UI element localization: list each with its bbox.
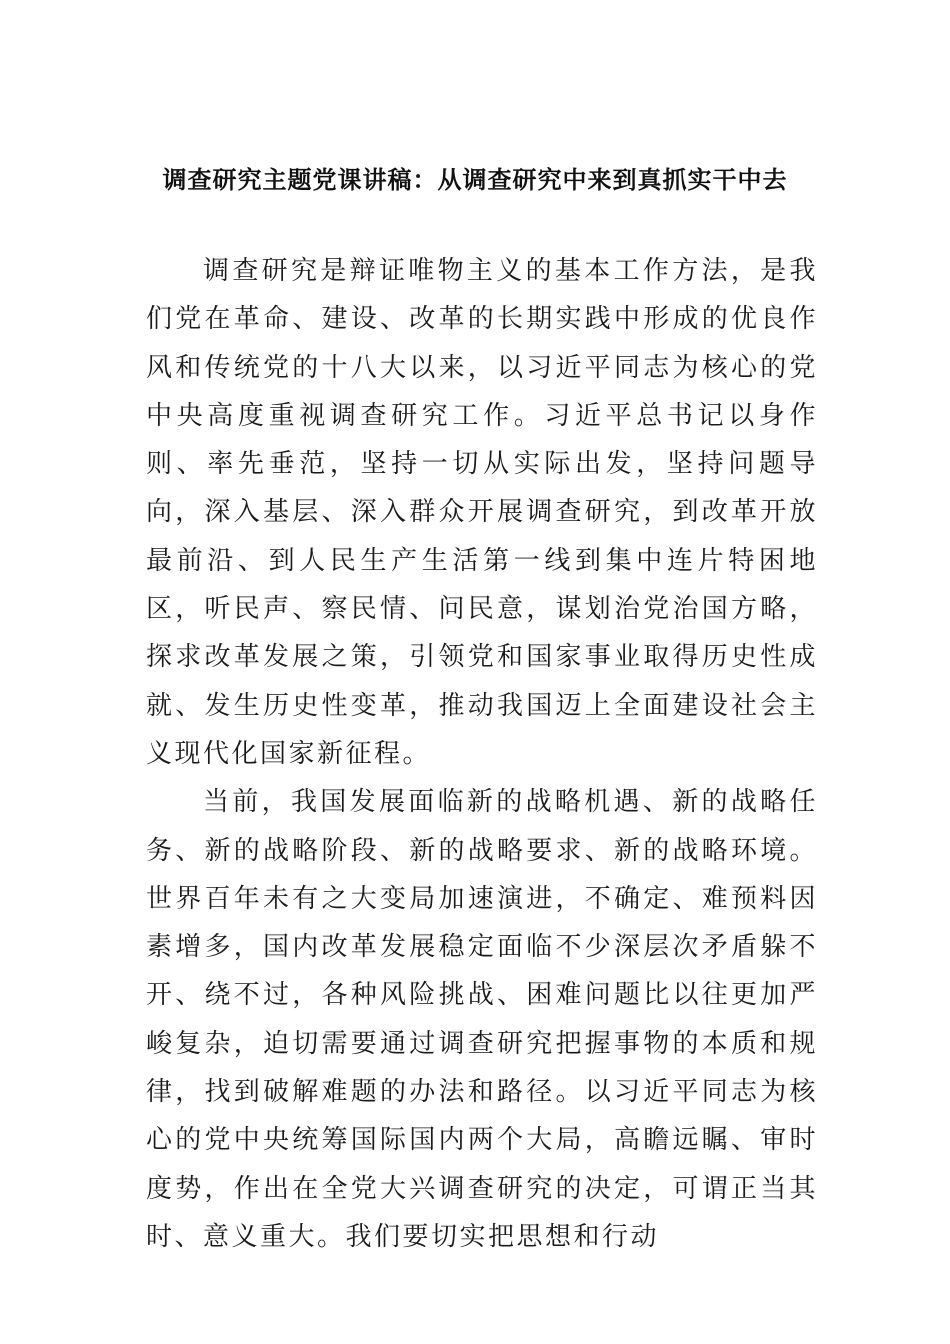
document-body — [146, 247, 818, 1261]
document-title: 调查研究主题党课讲稿：从调查研究中来到真抓实干中去 — [162, 166, 788, 194]
paragraph: 调查研究是辩证唯物主义的基本工作方法，是我们党在革命、建设、改革的长期实践中形成的优良作风和传统党的十八大以来，以习近平同志为核心的党中央高度重视调查研究工作。习近平总书记以身作则、率先垂范，坚持一切从实际出发，坚持问题导向，深入基层、深入群众开展调查研究，到改革开放最前沿、到人民生产生活第一线到集中连片特困地区，听民声、察民情、问民意，谋划治党治国方略，探求改革发展之策，引领党和国家事业取得历史性成就、发生历史性变革，推动我国迈上全面建设社会主义现代化国家新征程。 — [146, 256, 818, 769]
paragraph: 当前，我国发展面临新的战略机遇、新的战略任务、新的战略阶段、新的战略要求、新的战略环境。世界百年未有之大变局加速演进，不确定、难预料因素增多，国内改革发展稳定面临不少深层次矛盾躲不开、绕不过，各种风险挑战、困难问题比以往更加严峻复杂，迫切需要通过调查研究把握事物的本质和规律，找到破解难题的办法和路径。以习近平同志为核心的党中央统筹国际国内两个大局，高瞻远瞩、审时度势，作出在全党大兴调查研究的决定，可谓正当其时、意义重大。我们要切实把思想和行动 — [146, 787, 818, 1252]
